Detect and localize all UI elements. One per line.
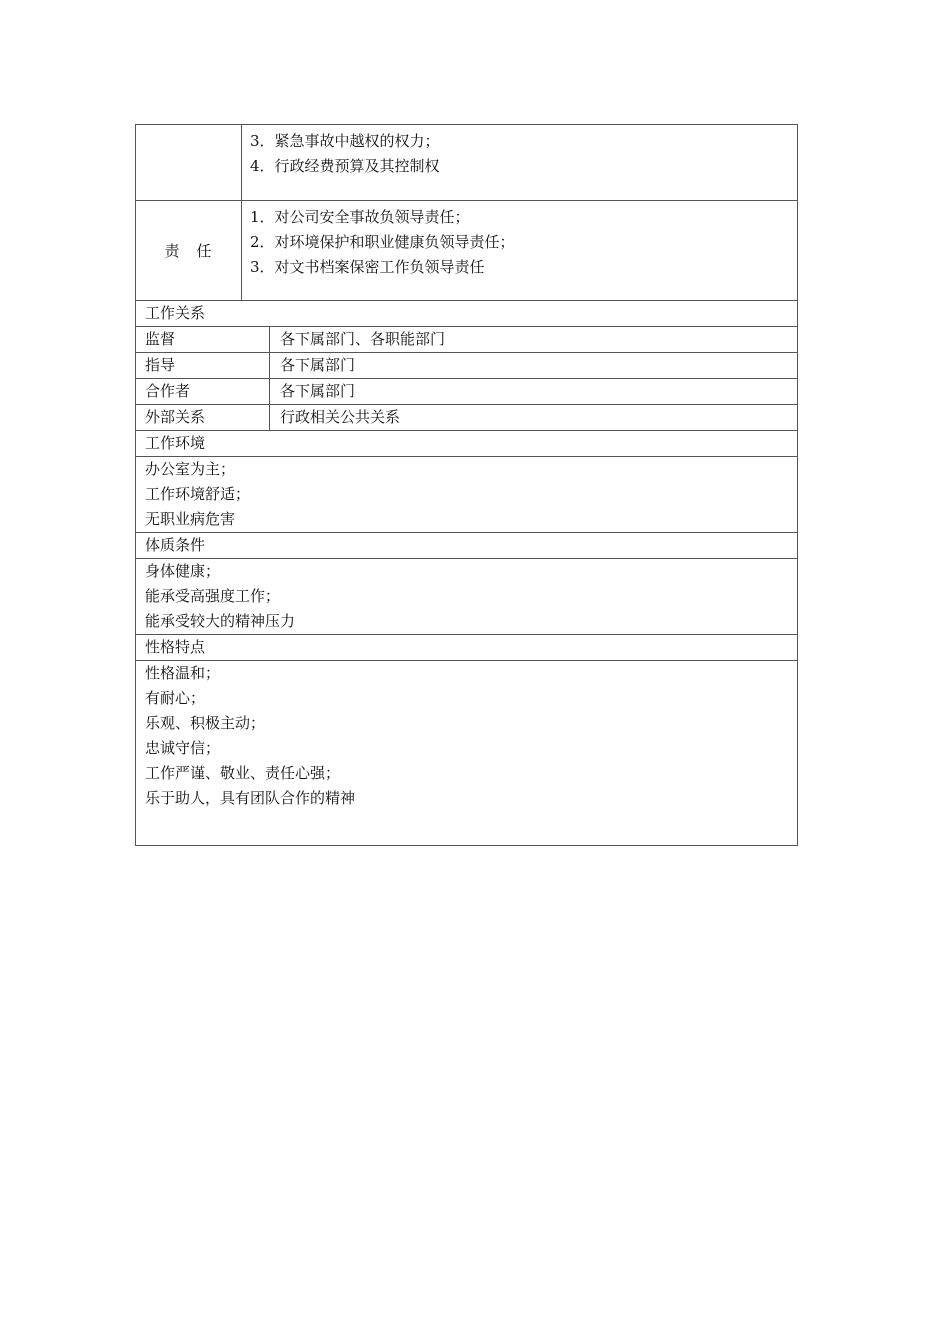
responsibility-item: 3．对文书档案保密工作负领导责任 (250, 258, 485, 276)
relations-heading-row (136, 301, 797, 327)
relation-value: 各下属部门 (280, 356, 356, 374)
environment-item: 工作环境舒适； (145, 485, 251, 503)
relation-key: 监督 (136, 327, 270, 352)
authority-item: 3．紧急事故中越权的权力； (250, 132, 440, 150)
physical-heading-row (136, 533, 797, 559)
authority-label-cell (136, 125, 242, 200)
relation-row (136, 327, 797, 353)
relations-heading: 工作关系 (145, 304, 206, 322)
authority-item: 4．行政经费预算及其控制权 (250, 157, 440, 175)
relation-key: 外部关系 (136, 405, 270, 430)
relation-value: 行政相关公共关系 (280, 408, 401, 426)
responsibility-item: 1．对公司安全事故负领导责任； (250, 208, 470, 226)
personality-item: 性格温和； (145, 664, 221, 682)
environment-heading: 工作环境 (145, 434, 206, 452)
relation-row (136, 379, 797, 405)
personality-item: 乐于助人，具有团队合作的精神 (145, 789, 356, 807)
personality-item: 工作严谨、敬业、责任心强； (145, 764, 341, 782)
authority-content (242, 125, 797, 200)
personality-heading-row (136, 635, 797, 661)
responsibility-label: 责 任 (136, 201, 242, 300)
responsibility-content (242, 201, 797, 300)
environment-item: 办公室为主； (145, 460, 236, 478)
responsibility-item: 2．对环境保护和职业健康负领导责任； (250, 233, 515, 251)
personality-heading: 性格特点 (145, 638, 206, 656)
personality-content (136, 661, 364, 845)
physical-heading: 体质条件 (145, 536, 206, 554)
physical-item: 能承受高强度工作； (145, 587, 281, 605)
job-description-table (135, 124, 798, 846)
relation-key: 指导 (136, 353, 270, 378)
environment-heading-row (136, 431, 797, 457)
personality-content-row (136, 661, 797, 845)
environment-content (136, 457, 259, 532)
physical-item: 能承受较大的精神压力 (145, 612, 296, 630)
personality-item: 乐观、积极主动； (145, 714, 266, 732)
relation-value: 各下属部门、各职能部门 (280, 330, 446, 348)
relation-key: 合作者 (136, 379, 270, 404)
physical-content (136, 559, 304, 634)
physical-item: 身体健康； (145, 562, 221, 580)
environment-content-row (136, 457, 797, 533)
personality-item: 忠诚守信； (145, 739, 221, 757)
personality-item: 有耐心； (145, 689, 206, 707)
physical-content-row (136, 559, 797, 635)
relation-row (136, 405, 797, 431)
environment-item: 无职业病危害 (145, 510, 236, 528)
relation-value: 各下属部门 (280, 382, 356, 400)
responsibility-row (136, 201, 797, 301)
authority-row (136, 125, 797, 201)
relation-row (136, 353, 797, 379)
personality-spacer (145, 811, 355, 845)
